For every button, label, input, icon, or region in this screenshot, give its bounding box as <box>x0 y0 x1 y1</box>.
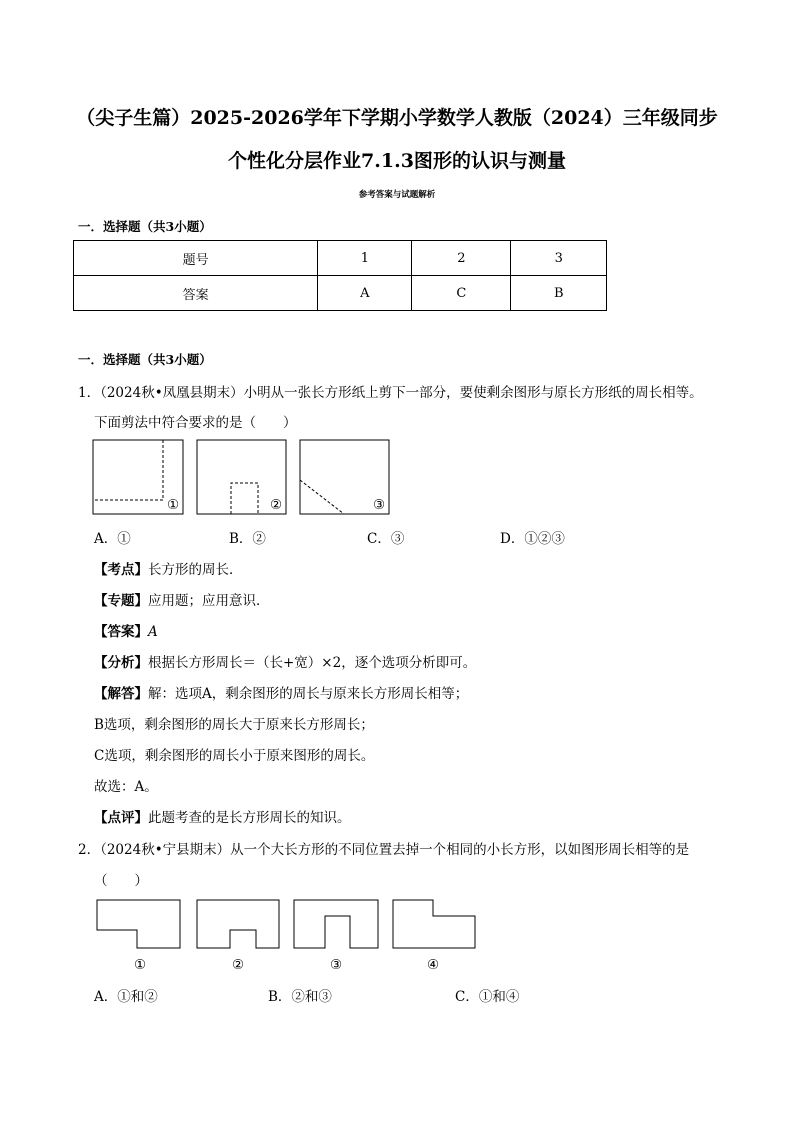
table-cell: 2 <box>412 241 511 276</box>
q1-figure1-label: ① <box>167 497 180 513</box>
q2-figure3-label: ③ <box>330 957 343 973</box>
dianping-text: 此题考查的是长方形周长的知识。 <box>148 810 351 826</box>
q2-figure4-label: ④ <box>427 957 440 973</box>
q1-option-b[interactable]: B．② <box>229 531 266 547</box>
q2-figure3-shape <box>294 900 378 948</box>
zhuanti-tag: 【专题】 <box>94 593 148 609</box>
q1-option-c[interactable]: C．③ <box>367 531 405 547</box>
q2-stem-line2: （ ） <box>94 873 148 889</box>
q1-figure3-label: ③ <box>373 497 386 513</box>
q2-figure1-shape <box>97 900 180 948</box>
q1-jieda-line3: C选项，剩余图形的周长小于原来图形的周长。 <box>94 748 375 764</box>
questions-section-heading: 一．选择题（共3小题） <box>78 352 212 367</box>
daan-text: A <box>148 624 158 640</box>
doc-title-line2: 个性化分层作业7.1.3图形的认识与测量 <box>228 150 566 172</box>
kaodian-tag: 【考点】 <box>94 562 148 578</box>
table-cell: C <box>412 276 511 311</box>
jieda-text: 解：选项A，剩余图形的周长与原来长方形周长相等； <box>148 686 469 702</box>
fenxi-text: 根据长方形周长＝（长+宽）×2，逐个选项分析即可。 <box>148 655 477 671</box>
answer-section-heading: 一．选择题（共3小题） <box>78 219 212 234</box>
kaodian-text: 长方形的周长． <box>148 562 243 578</box>
q1-option-a[interactable]: A．① <box>94 531 131 547</box>
q1-option-d[interactable]: D．①②③ <box>500 531 565 547</box>
q2-figure1-label: ① <box>134 957 147 973</box>
doc-subtitle: 参考答案与试题解析 <box>358 190 436 200</box>
q1-stem-line2: 下面剪法中符合要求的是（ ） <box>94 415 297 431</box>
q1-stem-line1: 1．（2024秋•凤凰县期末）小明从一张长方形纸上剪下一部分，要使剩余图形与原长方形纸的周长相等。 <box>78 385 703 401</box>
q1-jieda-line2: B选项，剩余图形的周长大于原来长方形周长； <box>94 717 374 733</box>
table-cell: B <box>511 276 607 311</box>
table-cell: A <box>318 276 412 311</box>
zhuanti-text: 应用题；应用意识． <box>148 593 270 609</box>
jieda-tag: 【解答】 <box>94 686 148 702</box>
q2-option-c[interactable]: C．①和④ <box>455 989 520 1005</box>
dianping-tag: 【点评】 <box>94 810 148 826</box>
q1-jieda-line4: 故选：A。 <box>94 779 158 795</box>
q2-option-b[interactable]: B．②和③ <box>268 989 332 1005</box>
doc-title-line1: （尖子生篇）2025-2026学年下学期小学数学人教版（2024）三年级同步 <box>76 107 718 129</box>
q2-option-a[interactable]: A．①和② <box>94 989 158 1005</box>
q2-figure2-label: ② <box>232 957 245 973</box>
table-cell: 3 <box>511 241 607 276</box>
q1-figure2-label: ② <box>270 497 283 513</box>
table-cell: 1 <box>318 241 412 276</box>
q2-stem-line1: 2．（2024秋•宁县期末）从一个大长方形的不同位置去掉一个相同的小长方形，以如图形周长相等的是 <box>78 842 690 858</box>
q2-figure4-shape <box>393 900 475 948</box>
fenxi-tag: 【分析】 <box>94 655 148 671</box>
table-cell: 题号 <box>74 241 318 276</box>
table-cell: 答案 <box>74 276 318 311</box>
daan-tag: 【答案】 <box>94 624 148 640</box>
q2-figure2-shape <box>197 900 279 948</box>
